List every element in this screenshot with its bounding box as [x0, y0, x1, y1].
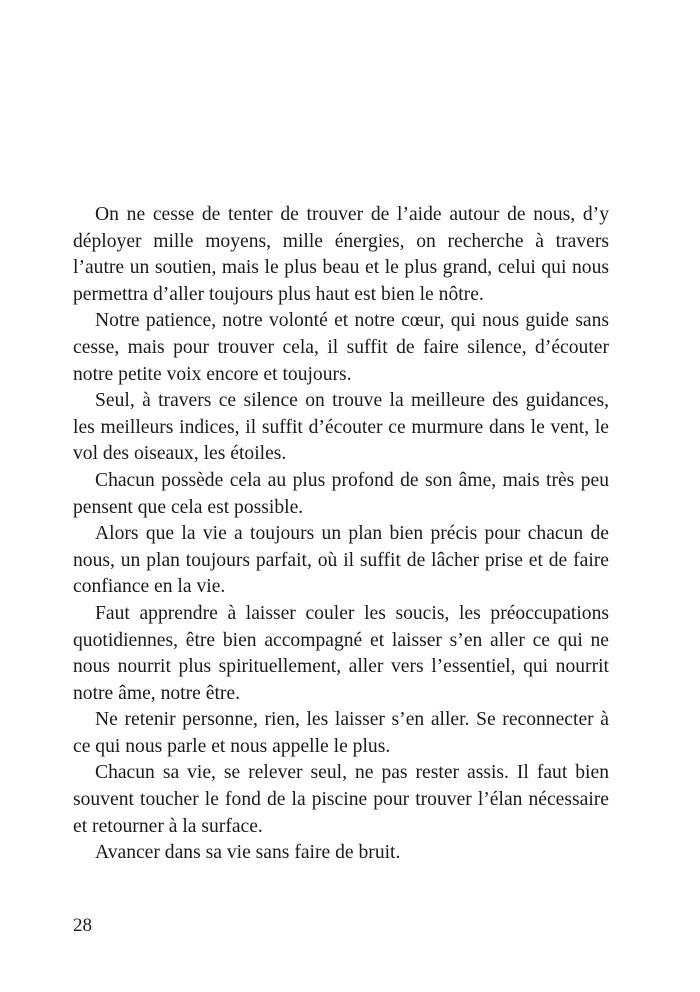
paragraph: Ne retenir personne, rien, les laisser s’en aller. Se reconnecter à ce qui nous parle et nous appelle le plus. [73, 709, 609, 757]
paragraph: On ne cesse de tenter de trouver de l’aide autour de nous, d’y déployer mille moyens, mille énergies, on recherche à travers l’autre un soutien, mais le plus beau et le plus grand, celui qui nous permettra d’aller toujours plus haut est bien le nôtre. [73, 204, 609, 305]
paragraph: Alors que la vie a toujours un plan bien précis pour chacun de nous, un plan toujours parfait, où il suffit de lâcher prise et de faire confiance en la vie. [73, 523, 609, 598]
body-text [73, 202, 609, 867]
paragraph: Faut apprendre à laisser couler les soucis, les préoccupations quotidiennes, être bien accompagné et laisser s’en aller ce qui ne nous nourrit plus spirituellement, aller vers l’essentiel, qui nourrit notre âme, notre être. [73, 602, 609, 704]
paragraph: Seul, à travers ce silence on trouve la meilleure des guidances, les meilleurs indices, il suffit d’écouter ce murmure dans le vent, le vol des oiseaux, les étoiles. [73, 390, 609, 465]
paragraph: Avancer dans sa vie sans faire de bruit. [95, 842, 401, 864]
paragraph: Chacun sa vie, se relever seul, ne pas rester assis. Il faut bien souvent toucher le fond de la piscine pour trouver l’élan nécessaire et retourner à la surface. [73, 762, 609, 837]
paragraph: Chacun possède cela au plus profond de son âme, mais très peu pensent que cela est possible. [73, 469, 609, 518]
paragraph: Notre patience, notre volonté et notre cœur, qui nous guide sans cesse, mais pour trouver cela, il suffit de faire silence, d’écouter notre petite voix encore et toujours. [73, 310, 609, 385]
page-number: 28 [73, 915, 92, 936]
